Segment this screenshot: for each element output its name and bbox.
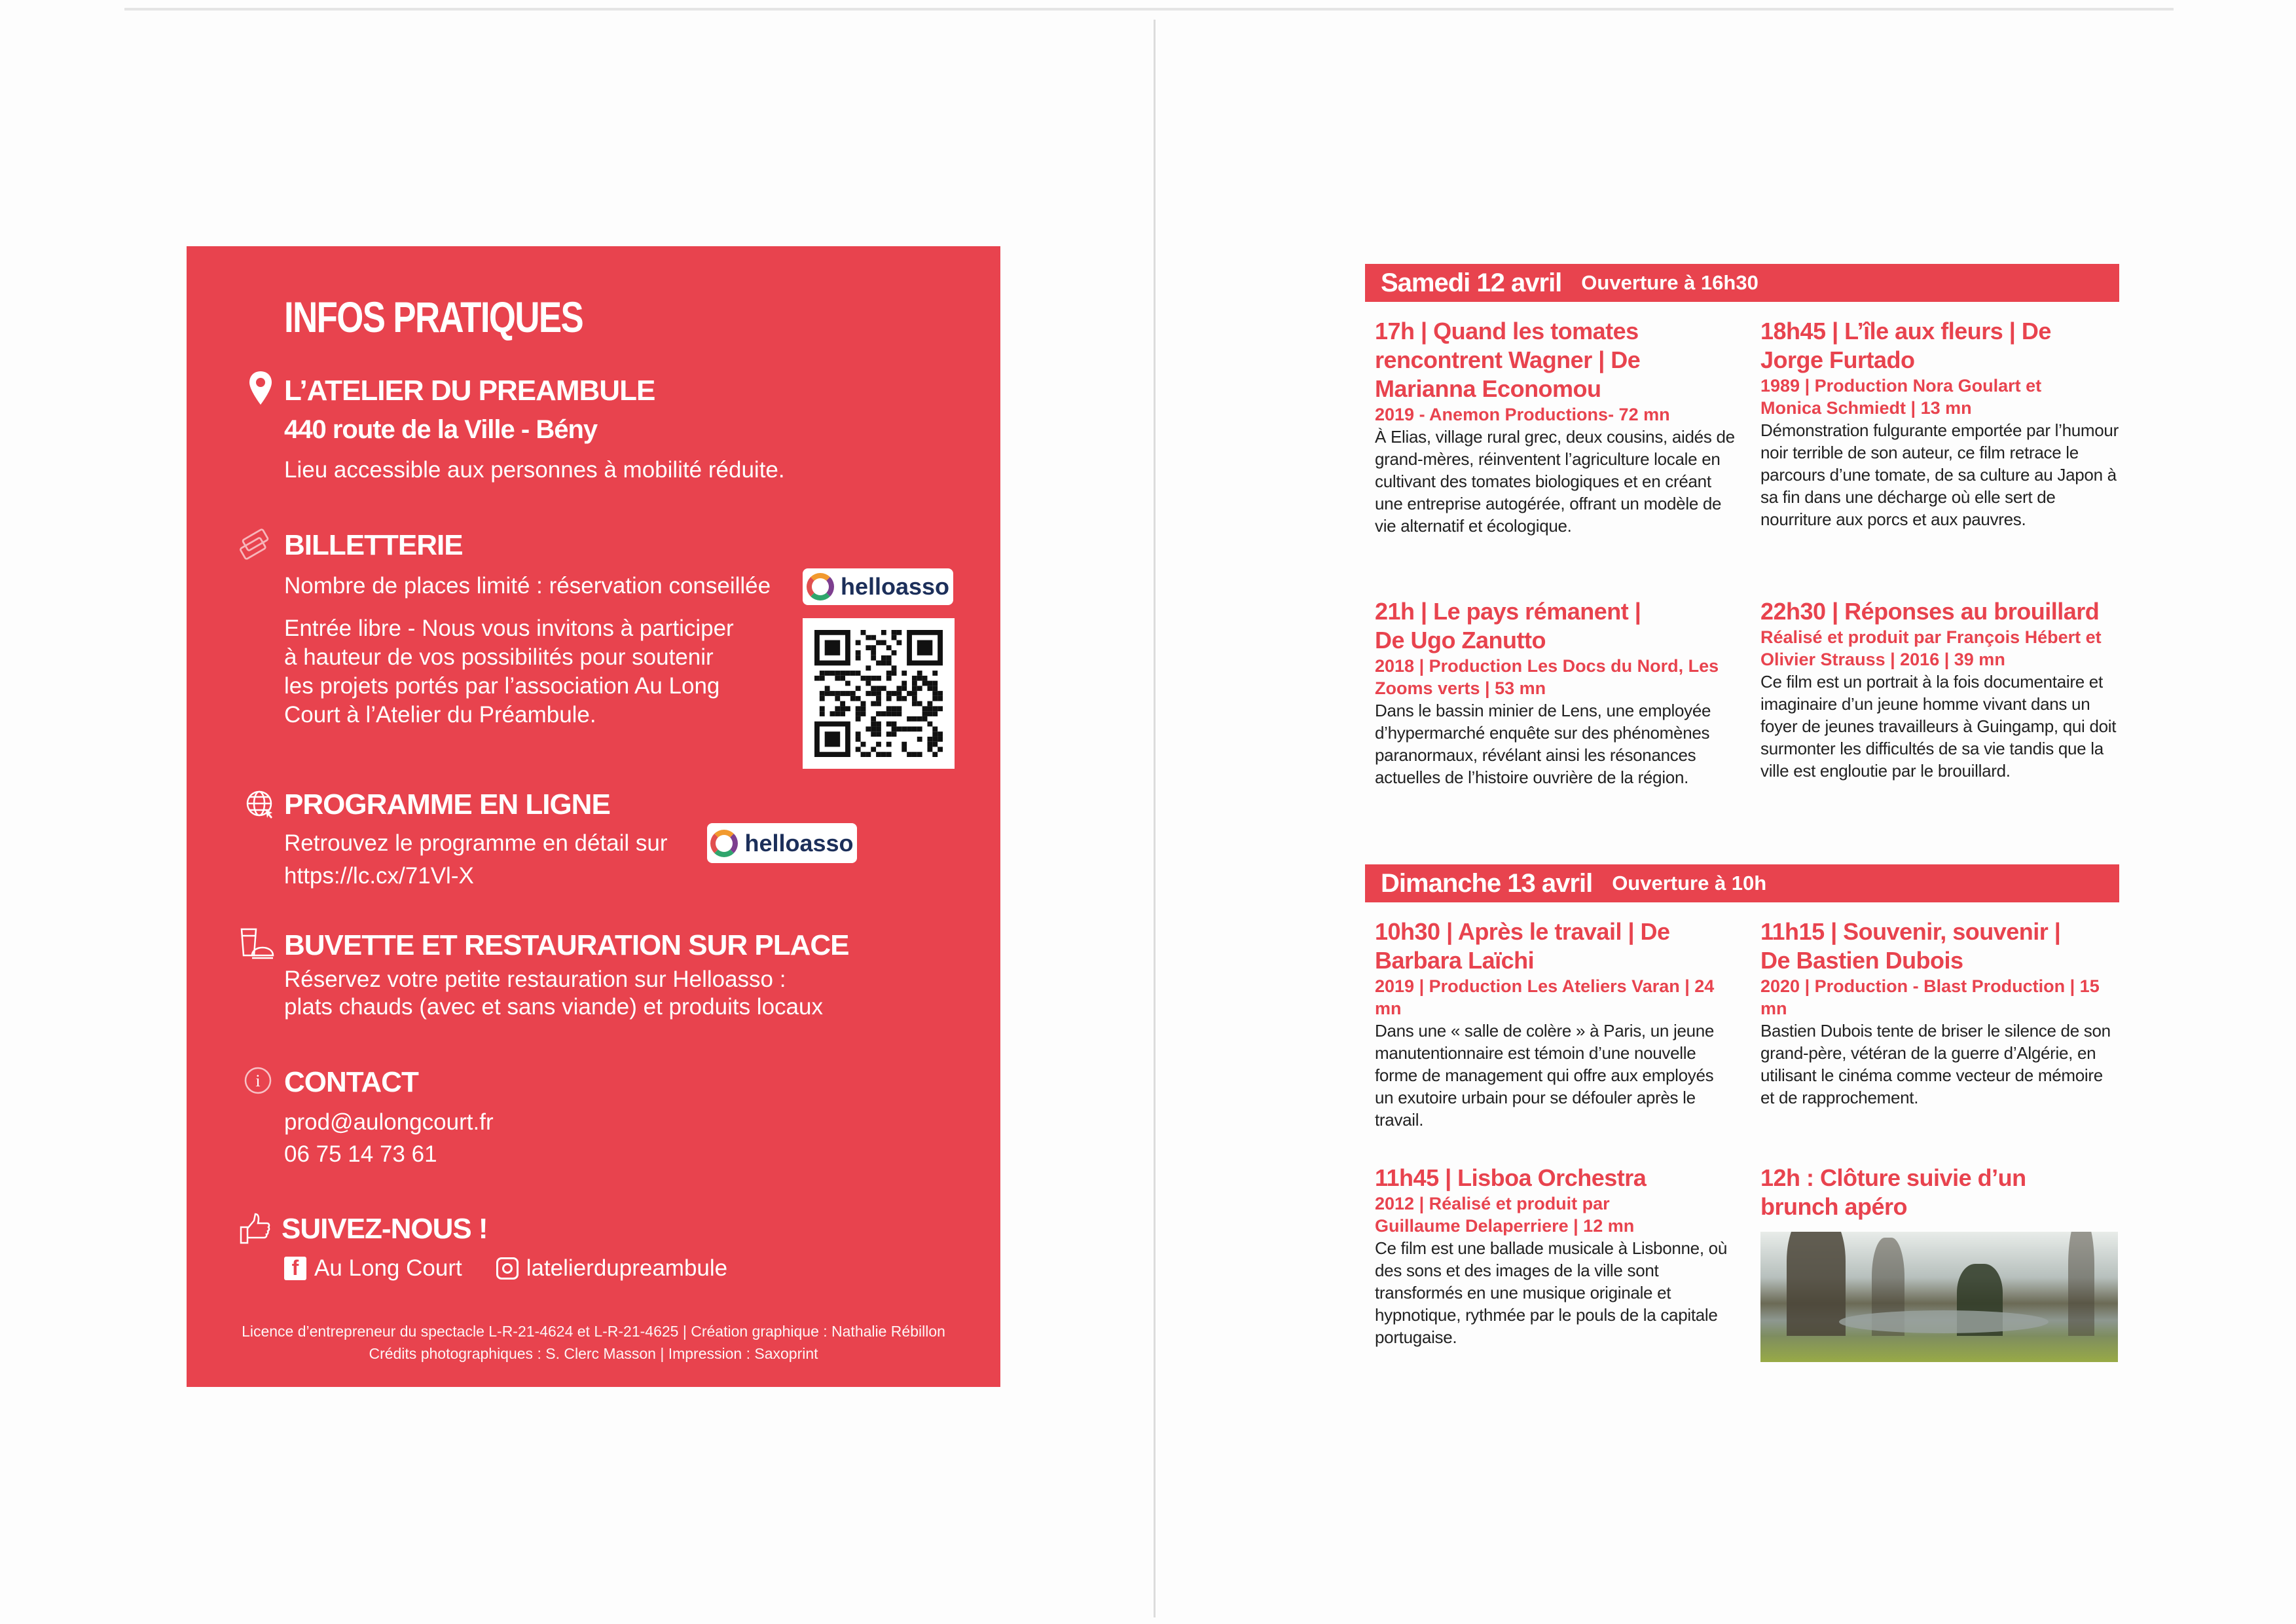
event-meta: 2019 | Production Les Ateliers Varan | 24 mn bbox=[1375, 976, 1715, 1018]
ticketing-heading: BILLETTERIE bbox=[284, 529, 463, 561]
food-line: Réservez votre petite restauration sur Helloasso : bbox=[284, 967, 786, 992]
credits-footer bbox=[187, 1320, 1000, 1365]
food-line: plats chauds (avec et sans viande) et produits locaux bbox=[284, 994, 823, 1020]
opening-time: Ouverture à 16h30 bbox=[1581, 271, 1758, 294]
footer-line: Licence d’entrepreneur du spectacle L-R-21-4624 et L-R-21-4625 | Création graphique : Nathalie Rébillon bbox=[242, 1323, 945, 1340]
event-meta: 2012 | Réalisé et produit par Guillaume Delaperriere | 12 mn bbox=[1375, 1194, 1635, 1236]
helloasso-badge-ticketing[interactable] bbox=[803, 568, 953, 605]
event-title: 21h | Le pays rémanent | De Ugo Zanutto bbox=[1375, 598, 1641, 654]
online-heading: PROGRAMME EN LIGNE bbox=[284, 788, 610, 821]
programme-url[interactable]: https://lc.cx/71Vl-X bbox=[284, 863, 474, 889]
event-item bbox=[1760, 597, 2121, 782]
ticketing-free-entry bbox=[284, 614, 734, 729]
event-item bbox=[1375, 597, 1735, 788]
thumbs-up-icon bbox=[239, 1213, 272, 1246]
event-meta: 2020 | Production - Blast Production | 15 mn bbox=[1760, 976, 2100, 1018]
day-label: Samedi 12 avril bbox=[1381, 268, 1562, 297]
helloasso-label: helloasso bbox=[744, 829, 854, 857]
fold-line bbox=[1154, 20, 1156, 1617]
free-line: à hauteur de vos possibilités pour soutenir bbox=[284, 644, 714, 670]
venue-address: 440 route de la Ville - Bény bbox=[284, 415, 598, 444]
day-header-saturday bbox=[1365, 264, 2119, 302]
event-meta: 1989 | Production Nora Goulart et Monica Schmiedt | 13 mn bbox=[1760, 376, 2042, 418]
social-links bbox=[284, 1254, 727, 1283]
event-title: 17h | Quand les tomates rencontrent Wagner | De Marianna Economou bbox=[1375, 318, 1641, 402]
contact-heading: CONTACT bbox=[284, 1066, 418, 1098]
qr-code[interactable] bbox=[803, 618, 955, 769]
event-description: À Elias, village rural grec, deux cousins, aidés de grand-mères, réinventent l’agriculture locale en cultivant des tomates biologiques et en créant une entreprise autogérée, offrant un modèle de vie alternatif et écologique. bbox=[1375, 427, 1735, 536]
venue-name: L’ATELIER DU PREAMBULE bbox=[284, 375, 655, 407]
venue-access: Lieu accessible aux personnes à mobilité réduite. bbox=[284, 457, 785, 483]
infos-pratiques-panel bbox=[187, 246, 1000, 1387]
event-item bbox=[1760, 317, 2121, 530]
event-description: Dans le bassin minier de Lens, une employée d’hypermarché enquête sur des phénomènes paranormaux, révélant ainsi les résonances actuelles de l’histoire ouvrière de la région. bbox=[1375, 701, 1711, 787]
helloasso-logo-icon bbox=[807, 573, 834, 600]
event-description: Ce film est un portrait à la fois documentaire et imaginaire d’un jeune homme vivant dans un foyer de jeunes travailleurs à Guingamp, qui doit surmonter les difficultés de sa vie tandis que la ville est engloutie par le brouillard. bbox=[1760, 672, 2117, 781]
ticket-icon bbox=[239, 528, 272, 561]
free-line: Court à l’Atelier du Préambule. bbox=[284, 702, 596, 728]
event-item bbox=[1375, 1164, 1735, 1348]
facebook-icon: f bbox=[284, 1257, 306, 1280]
contact-phone[interactable]: 06 75 14 73 61 bbox=[284, 1141, 437, 1167]
opening-time: Ouverture à 10h bbox=[1612, 872, 1767, 895]
info-icon bbox=[242, 1065, 274, 1098]
panel-title: INFOS PRATIQUES bbox=[284, 293, 583, 341]
event-item bbox=[1760, 1164, 2121, 1221]
ticketing-limit: Nombre de places limité : réservation conseillée bbox=[284, 573, 771, 599]
event-meta: Réalisé et produit par François Hébert et Olivier Strauss | 2016 | 39 mn bbox=[1760, 627, 2102, 669]
event-item bbox=[1760, 917, 2121, 1109]
globe-cursor-icon bbox=[244, 788, 277, 821]
event-description: Démonstration fulgurante emportée par l’humour noir terrible de son auteur, ce film retrace le parcours d’une tomate, de sa culture au Japon à sa fin dans une décharge où elle sert de nourriture aux porcs et aux pauvres. bbox=[1760, 420, 2119, 529]
facebook-link[interactable]: Au Long Court bbox=[314, 1255, 462, 1281]
event-description: Bastien Dubois tente de briser le silence de son grand-père, vétéran de la guerre d’Algérie, en utilisant le cinéma comme vecteur de mémoire et de rapprochement. bbox=[1760, 1021, 2111, 1107]
instagram-icon bbox=[496, 1257, 519, 1280]
event-meta: 2019 - Anemon Productions- 72 mn bbox=[1375, 405, 1670, 424]
event-description: Ce film est une ballade musicale à Lisbonne, où des sons et des images de la ville sont transformés en une musique originale et hypnotique, rythmée par le pouls de la capitale portugaise. bbox=[1375, 1238, 1728, 1347]
online-text: Retrouvez le programme en détail sur bbox=[284, 830, 668, 856]
follow-heading: SUIVEZ-NOUS ! bbox=[282, 1213, 488, 1245]
event-title: 10h30 | Après le travail | De Barbara Laïchi bbox=[1375, 918, 1670, 974]
event-description: Dans une « salle de colère » à Paris, un jeune manutentionnaire est témoin d’une nouvelle forme de management qui offre aux employés un exutoire urbain pour se défouler après le travail. bbox=[1375, 1021, 1715, 1130]
helloasso-label: helloasso bbox=[840, 573, 950, 600]
svg-text:i: i bbox=[255, 1071, 261, 1090]
event-title: 12h : Clôture suivie d’un brunch apéro bbox=[1760, 1164, 2026, 1220]
free-line: les projets portés par l’association Au Long bbox=[284, 673, 720, 699]
location-pin-icon bbox=[244, 372, 277, 405]
helloasso-logo-icon bbox=[710, 830, 738, 857]
landscape-photo bbox=[1760, 1232, 2118, 1362]
event-title: 18h45 | L’île aux fleurs | De Jorge Furtado bbox=[1760, 318, 2051, 373]
free-line: Entrée libre - Nous vous invitons à participer bbox=[284, 616, 734, 641]
day-header-sunday bbox=[1365, 864, 2119, 902]
day-label: Dimanche 13 avril bbox=[1381, 868, 1593, 898]
event-title: 11h15 | Souvenir, souvenir | De Bastien Dubois bbox=[1760, 918, 2061, 974]
footer-line: Crédits photographiques : S. Clerc Masson | Impression : Saxoprint bbox=[369, 1345, 818, 1362]
event-meta: 2018 | Production Les Docs du Nord, Les Zooms verts | 53 mn bbox=[1375, 656, 1719, 698]
drink-sandwich-icon bbox=[238, 927, 277, 960]
contact-email[interactable]: prod@aulongcourt.fr bbox=[284, 1109, 494, 1135]
instagram-link[interactable]: latelierdupreambule bbox=[526, 1255, 728, 1281]
page-edge bbox=[124, 8, 2174, 10]
helloasso-badge-programme[interactable] bbox=[707, 823, 857, 863]
food-text bbox=[284, 966, 823, 1021]
event-item bbox=[1375, 917, 1735, 1131]
food-heading: BUVETTE ET RESTAURATION SUR PLACE bbox=[284, 929, 849, 961]
event-item bbox=[1375, 317, 1735, 537]
event-title: 11h45 | Lisboa Orchestra bbox=[1375, 1164, 1647, 1191]
event-title: 22h30 | Réponses au brouillard bbox=[1760, 598, 2100, 625]
